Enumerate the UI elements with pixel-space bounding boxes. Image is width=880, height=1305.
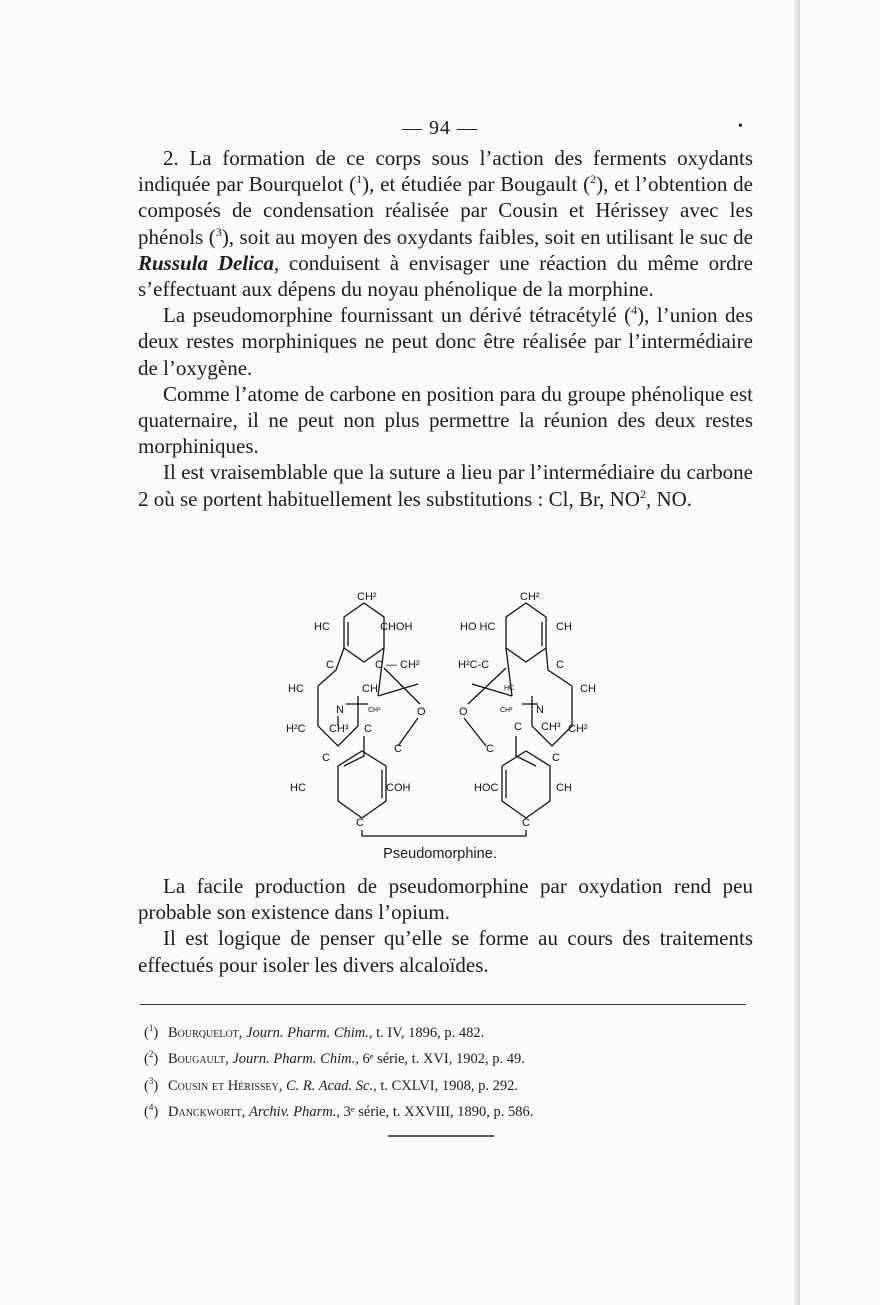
label-hc-right: HC xyxy=(504,685,515,692)
footnote-journal: Archiv. Pharm. xyxy=(249,1103,337,1120)
label-h2c-left: H²C xyxy=(286,723,306,735)
label-ch2-right: CH² xyxy=(568,723,588,735)
label-c-left-4: C xyxy=(394,743,402,755)
left-bond-o-c xyxy=(398,718,418,746)
label-h2cc: H²C-C xyxy=(458,659,490,671)
paragraph-3: Comme l’atome de carbone en position para du groupe phénolique est quaternaire, il ne peut non plus permettre la réunion des deux restes morphiniques. xyxy=(138,381,753,459)
no2-superscript: 2 xyxy=(639,486,646,501)
footnote-1: ($^1$) Bourquelot, Journ. Pharm. Chim., t. IV, 1896, p. 482. xyxy=(144,1018,744,1044)
footnote-mark: ($^2$) xyxy=(144,1049,159,1068)
footnote-journal: Journ. Pharm. Chim. xyxy=(246,1024,369,1041)
footnote-mark: ($^1$) xyxy=(144,1023,159,1041)
body-text-bottom xyxy=(138,873,753,978)
body-text-top xyxy=(138,145,753,512)
paragraph-4-text-b: , NO. xyxy=(645,486,693,511)
page-mark: • xyxy=(738,119,743,134)
label-ch3-left: CH³ xyxy=(329,723,349,735)
label-ch2-right-mid: CH² xyxy=(500,707,513,714)
footnote-mark: ($^4$) xyxy=(144,1101,159,1120)
paragraph-2 xyxy=(138,302,753,381)
footnote-ref-4[interactable]: 4 xyxy=(631,303,638,318)
label-ch2-left-mid: CH² xyxy=(368,707,381,714)
paragraph-1-text-a: 2. La formation de ce corps sous l’action des ferments oxydants indiquée par Bourquelot ( xyxy=(138,146,753,197)
label-ch-left: CH xyxy=(362,683,378,695)
footnote-rest: , 3ᵉ série, t. XXVIII, 1890, p. 586. xyxy=(336,1103,534,1120)
page-edge-shadow xyxy=(794,0,800,1305)
label-c-right-bottom: C xyxy=(522,817,530,829)
footnote-journal: Journ. Pharm. Chim. xyxy=(232,1051,356,1068)
label-c-right-4: C xyxy=(552,752,560,764)
left-bond-ch2 xyxy=(378,684,418,696)
label-hc-left-2: HC xyxy=(288,683,304,695)
label-ch-right-2: CH xyxy=(580,683,596,695)
footnote-ref-1[interactable]: 1 xyxy=(356,172,363,187)
footnote-author: Bougault xyxy=(168,1051,226,1068)
label-o-right: O xyxy=(459,706,468,718)
footnote-mark: ($^3$) xyxy=(144,1075,159,1094)
label-o-left: O xyxy=(417,706,426,718)
label-ch3-right: CH³ xyxy=(541,721,561,733)
footnote-2: ($^2$) Bougault, Journ. Pharm. Chim., 6ᵉ série, t. XVI, 1902, p. 49. xyxy=(144,1044,744,1070)
linking-bond xyxy=(362,830,526,836)
footnote-rest: , 6ᵉ série, t. XVI, 1902, p. 49. xyxy=(355,1051,525,1068)
left-bond-ch xyxy=(378,648,384,696)
label-c-left-1: C xyxy=(326,659,334,671)
label-hohc: HO HC xyxy=(460,621,496,633)
paragraph-1 xyxy=(138,145,753,302)
footnote-4: ($^4$) Danckwortt, Archiv. Pharm., 3ᵉ série, t. XXVIII, 1890, p. 586. xyxy=(144,1097,744,1123)
label-n-left: N xyxy=(336,704,344,716)
label-ch2-top-right: CH² xyxy=(520,591,540,603)
paragraph-4-text-a: Il est vraisemblable que la suture a lieu par l’intermédiaire du carbone 2 où se portent habituellement les substitutions : Cl, Br, NO xyxy=(138,460,753,511)
footnote-ref-2[interactable]: 2 xyxy=(590,172,597,187)
left-ring-bottom xyxy=(338,751,386,818)
left-bond-o xyxy=(384,668,420,704)
label-choh: CHOH xyxy=(380,621,413,633)
page-number: — 94 — xyxy=(402,117,478,139)
footnotes xyxy=(144,1018,744,1123)
right-bond-o xyxy=(468,668,506,704)
footnote-3: ($^3$) Cousin et Hérissey, C. R. Acad. Sc., t. CXLVI, 1908, p. 292. xyxy=(144,1071,744,1097)
label-hc-left-1: HC xyxy=(314,621,330,633)
end-rule xyxy=(388,1135,494,1137)
footnote-rest: , t. IV, 1896, p. 482. xyxy=(368,1024,485,1041)
paragraph-1-text-d: ), soit au moyen des oxydants faibles, soit en utilisant le suc de xyxy=(221,224,754,249)
label-hoc: HOC xyxy=(474,782,499,794)
paragraph-2-text-b: ), l’union des deux restes morphiniques ne peut donc être réalisée par l’intermédiaire de l’oxygène. xyxy=(138,303,753,380)
label-ch-right-3: CH xyxy=(556,782,572,794)
paragraph-1-text-e: , conduisent à envisager une réaction du même ordre s’effectuant aux dépens du noyau phénolique de la morphine. xyxy=(138,250,753,302)
label-n-right: N xyxy=(536,704,544,716)
footnote-ref-3[interactable]: 3 xyxy=(215,224,222,239)
paragraph-1-text-c: ), et l’obtention de composés de condensation réalisée par Cousin et Hérissey avec les phénols ( xyxy=(138,172,753,249)
left-ring-top xyxy=(344,603,384,662)
footnote-author: Danckwortt xyxy=(168,1103,242,1120)
label-coh: COH xyxy=(386,782,411,794)
label-c-right-1: C xyxy=(556,659,564,671)
right-ring-top xyxy=(506,603,546,662)
footnote-author: Bourquelot xyxy=(168,1024,239,1041)
footnote-separator xyxy=(140,1004,746,1005)
paragraph-6: Il est logique de penser qu’elle se forme au cours des traitements effectués pour isoler les divers alcaloïdes. xyxy=(138,926,753,977)
paragraph-2-text-a: La pseudomorphine fournissant un dérivé tétracétylé ( xyxy=(163,303,632,328)
label-hc-left-3: HC xyxy=(290,782,306,794)
paragraph-1-text-b: ), et étudiée par Bougault ( xyxy=(362,172,591,197)
label-ch-right-1: CH xyxy=(556,621,572,633)
diagram-caption: Pseudomorphine. xyxy=(383,846,497,862)
right-bond-o-c xyxy=(464,718,486,746)
label-c-left-bottom: C xyxy=(356,817,364,829)
pseudomorphine-structure-diagram xyxy=(278,586,596,866)
label-c-left-3: C xyxy=(322,752,330,764)
label-ch2-top-left: CH² xyxy=(357,591,377,603)
footnote-author: Cousin et Hérissey xyxy=(168,1077,279,1094)
paragraph-5: La facile production de pseudomorphine par oxydation rend peu probable son existence dans l’opium. xyxy=(138,874,753,925)
footnote-rest: , t. CXLVI, 1908, p. 292. xyxy=(373,1077,518,1094)
footnote-journal: C. R. Acad. Sc. xyxy=(285,1077,374,1094)
label-c-right-3: C xyxy=(486,743,494,755)
right-ring-mid xyxy=(532,686,572,746)
paragraph-4 xyxy=(138,459,753,511)
species-name: Russula Delica xyxy=(138,250,274,275)
label-c-left-2: C xyxy=(364,723,372,735)
label-c-right-2: C xyxy=(514,721,522,733)
label-c-ch2: C — CH² xyxy=(375,659,420,671)
